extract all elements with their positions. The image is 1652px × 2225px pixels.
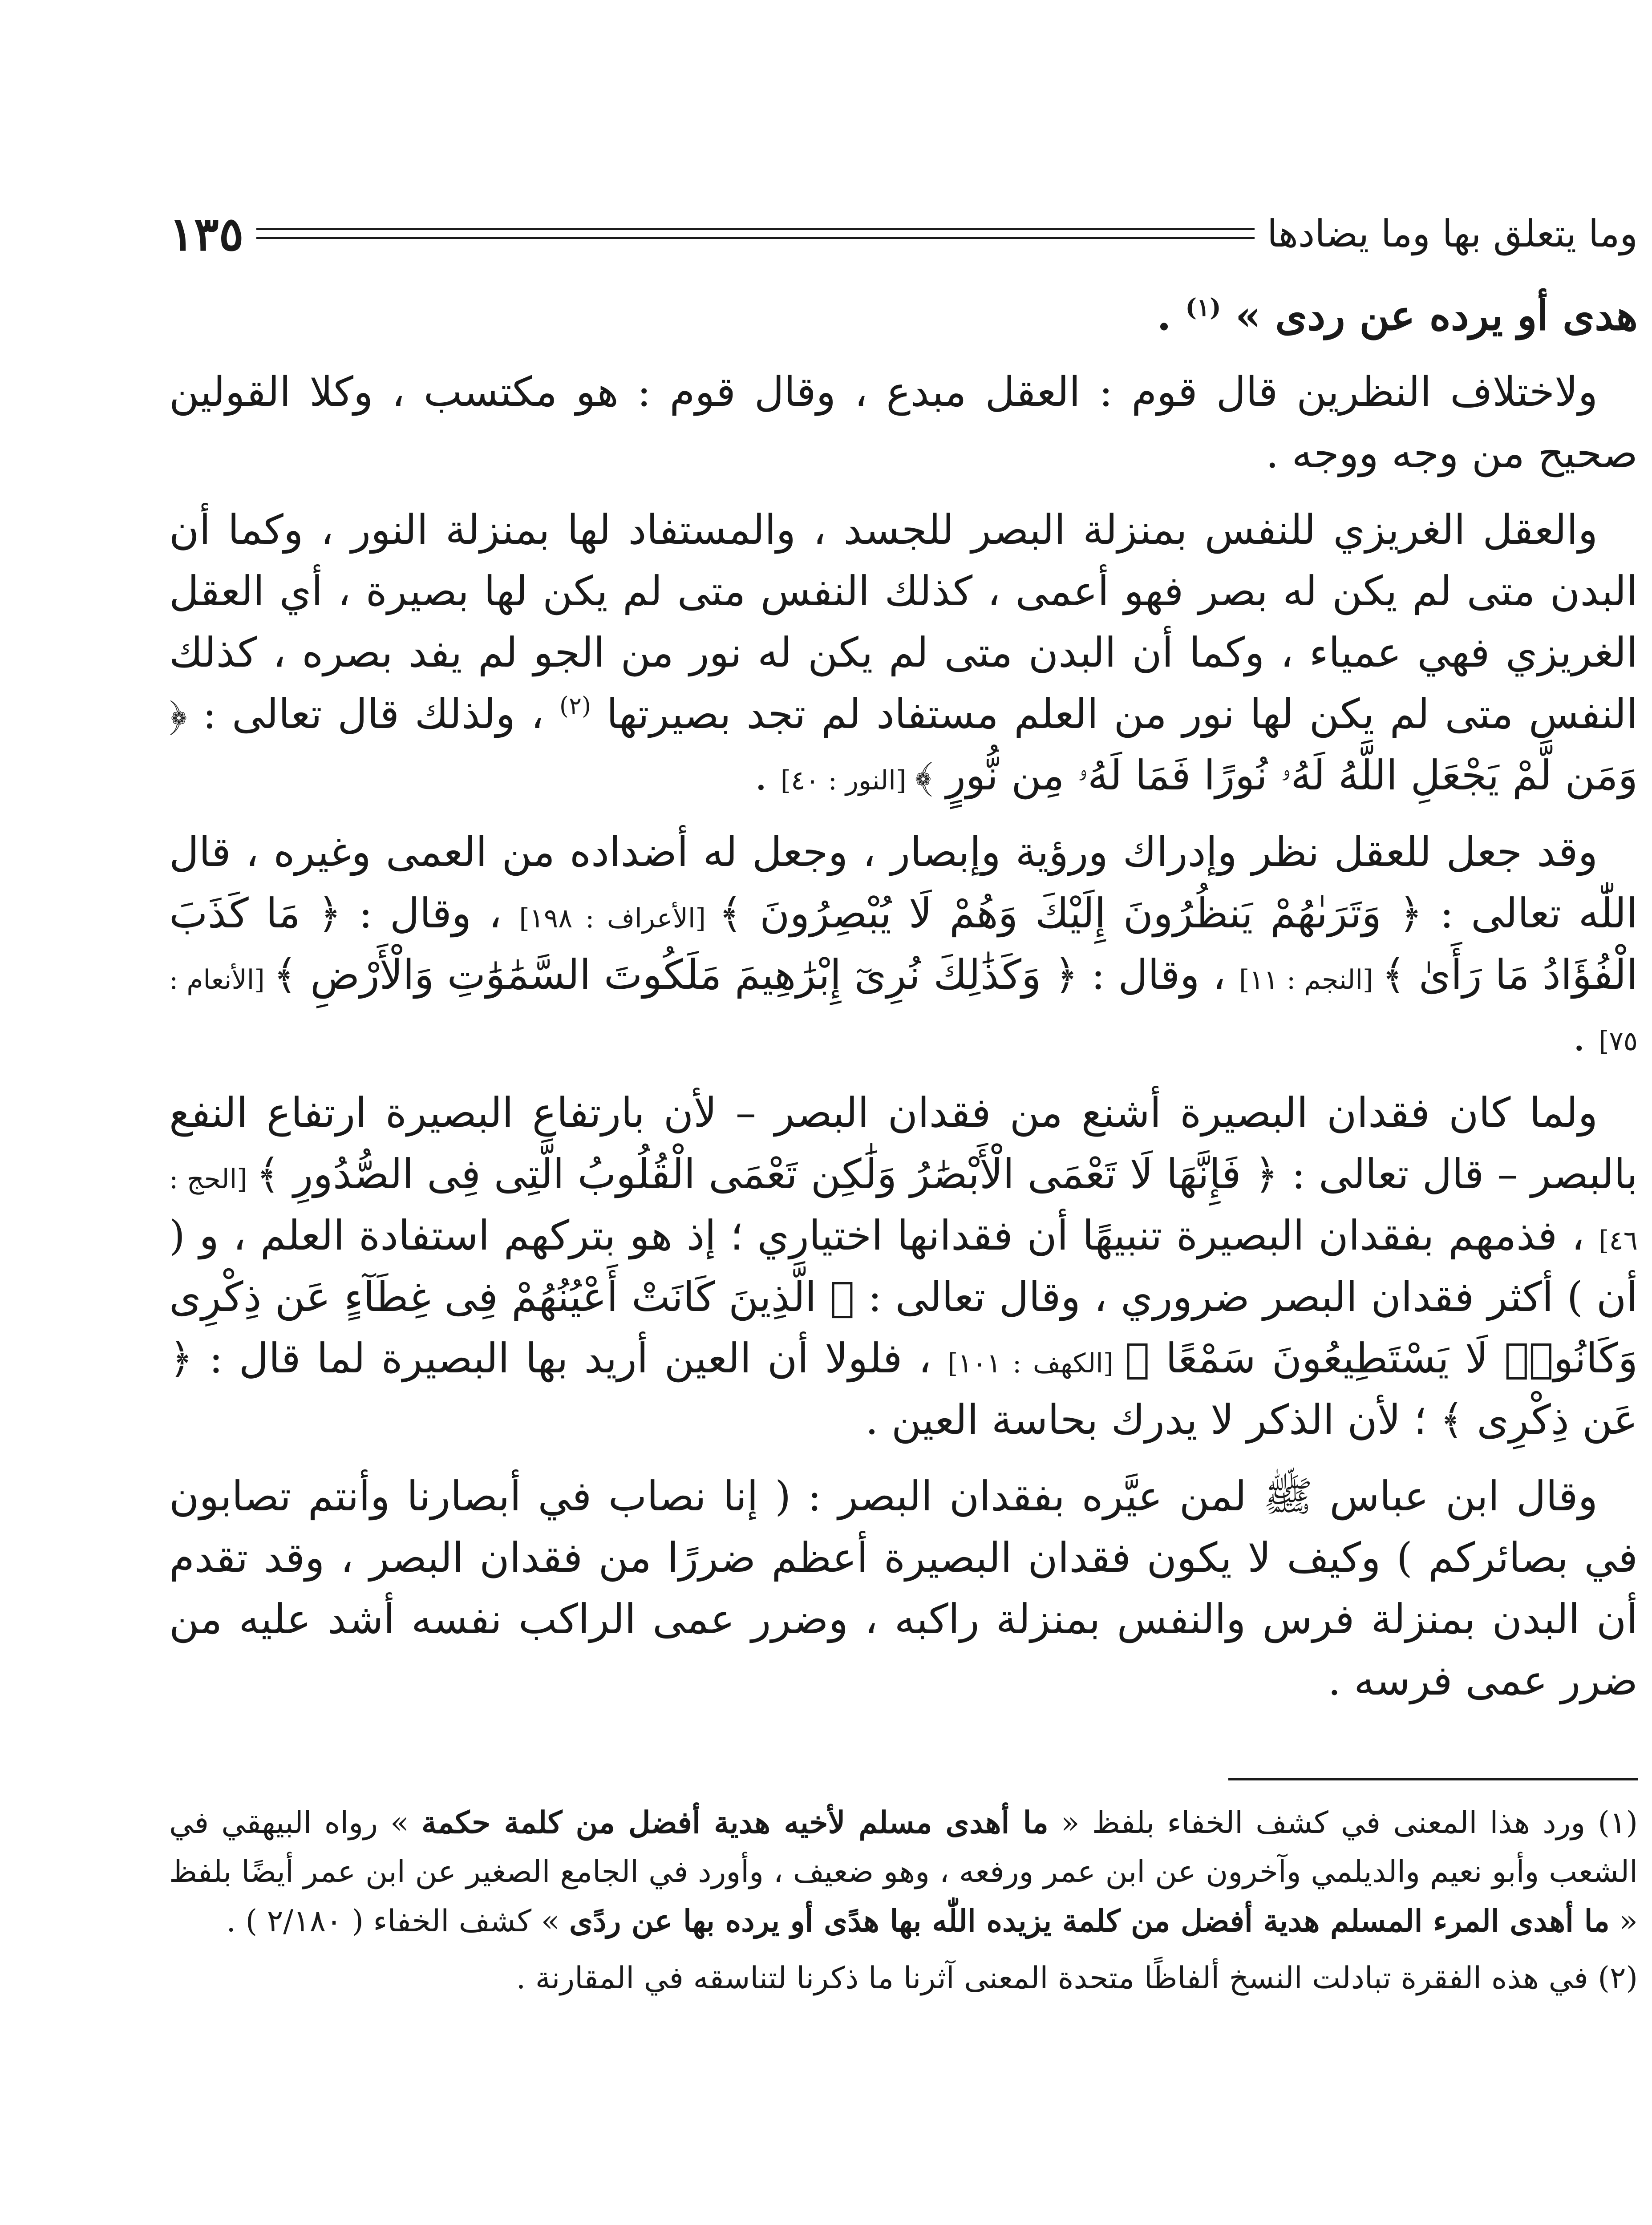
paragraph-text: .	[754, 752, 781, 799]
page-number: ١٣٥	[169, 206, 244, 261]
verse-citation: [الأنعام : ٧٥]	[169, 964, 1638, 1057]
footnote-text: » كشف الخفاء ( ٢/١٨٠ ) .	[226, 1904, 569, 1939]
verse-citation: [النجم : ١١]	[1239, 964, 1382, 995]
paragraph-text: ، فلولا أن العين أريد بها البصيرة لما قال : ﴿ عَن ذِكْرِى ﴾ ؛ لأن الذكر لا يدرك بحاسة العين .	[169, 1335, 1638, 1444]
verse-citation: [الحج : ٤٦]	[169, 1164, 1638, 1256]
body-text	[169, 285, 1638, 1711]
footnote-quote: ما أهدى مسلم لأخيه هدية أفضل من كلمة حكمة	[421, 1805, 1049, 1841]
paragraph-text: وقال ابن عباس ﷺ لمن عيَّره بفقدان البصر : ( إنا نصاب في أبصارنا وأنتم تصابون في بصائركم ) وكيف لا يكون فقدان البصيرة أعظم ضررًا من فقدان البصر ، وقد تقدم أن البدن بمنزلة فرس والنفس بمنزلة راكبه ، وضرر عمى الراكب نفسه أشد عليه من ضرر عمى فرسه .	[169, 1473, 1638, 1704]
paragraph-text: ، ولذلك قال تعالى : ﴿ وَمَن لَّمْ يَجْعَلِ اللَّهُ لَهُۥ نُورًا فَمَا لَهُۥ مِن نُّورٍ ﴾	[169, 690, 1638, 799]
paragraph-text: هدى أو يرده عن ردى »	[1235, 291, 1638, 340]
paragraph	[169, 1466, 1638, 1711]
footnote-text: (١) ورد هذا المعنى في كشف الخفاء بلفظ «	[1048, 1805, 1638, 1841]
paragraph	[169, 361, 1638, 484]
footnote-ref: (١)	[1185, 293, 1221, 322]
paragraph-text: ولما كان فقدان البصيرة أشنع من فقدان البصر – لأن بارتفاع البصيرة ارتفاع النفع بالبصر – قال تعالى : ﴿ فَإِنَّهَا لَا تَعْمَى الْأَبْصَٰرُ وَلَٰكِن تَعْمَى الْقُلُوبُ الَّتِى فِى الصُّدُورِ ﴾	[169, 1089, 1638, 1198]
footnote-ref: (٢)	[559, 692, 591, 720]
paragraph	[169, 499, 1638, 806]
paragraph	[169, 1082, 1638, 1451]
footnote	[169, 1954, 1638, 2003]
paragraph-text: ، وقال : ﴿ مَا كَذَبَ الْفُؤَادُ مَا رَأَىٰ ﴾	[169, 890, 1638, 999]
footnote-text: » رواه البيهقي في الشعب وأبو نعيم والديلمي وآخرون عن ابن عمر ورفعه ، وهو ضعيف ، وأورد في الجامع الصغير عن ابن عمر أيضًا بلفظ «	[169, 1805, 1638, 1939]
running-header	[169, 196, 1638, 271]
paragraph-text: ، فذمهم بفقدان البصيرة تنبيهًا أن فقدانها اختياري ؛ إذ هو بتركهم استفادة العلم ، و ( أن ) أكثر فقدان البصر ضروري ، وقال تعالى : ﴿ الَّذِينَ كَانَتْ أَعْيُنُهُمْ فِى غِطَآءٍ عَن ذِكْرِى وَكَانُوا۟ لَا يَسْتَطِيعُونَ سَمْعًا ﴾	[169, 1212, 1638, 1382]
footnote-quote: ما أهدى المرء المسلم هدية أفضل من كلمة يزيده اللّٰه بها هدًى أو يرده بها عن ردًى	[569, 1903, 1610, 1939]
paragraph-text: والعقل الغريزي للنفس بمنزلة البصر للجسد ، والمستفاد لها بمنزلة النور ، وكما أن البدن متى لم يكن له بصر فهو أعمى ، كذلك النفس متى لم يكن لها بصيرة ، أي العقل الغريزي فهي عمياء ، وكما أن البدن متى لم يكن له نور من الجو لم يفد بصره ، كذلك النفس متى لم يكن لها نور من العلم مستفاد لم تجد بصيرتها	[169, 506, 1638, 738]
footnote-rule	[1228, 1778, 1638, 1780]
footnote-text: (٢) في هذه الفقرة تبادلت النسخ ألفاظًا متحدة المعنى آثرنا ما ذكرنا لتناسقه في المقارنة .	[516, 1961, 1638, 1996]
paragraph	[169, 821, 1638, 1067]
book-page	[169, 196, 1638, 2011]
verse-citation: [الأعراف : ١٩٨]	[519, 903, 719, 934]
running-title: وما يتعلق بها وما يضادها	[1267, 212, 1638, 255]
paragraph-text: وقد جعل للعقل نظر وإدراك ورؤية وإبصار ، وجعل له أضداده من العمى وغيره ، قال اللّٰه تعالى : ﴿ وَتَرَىٰهُمْ يَنظُرُونَ إِلَيْكَ وَهُمْ لَا يُبْصِرُونَ ﴾	[169, 828, 1638, 937]
paragraph-text: .	[1572, 1012, 1599, 1060]
footnotes	[169, 1798, 1638, 2003]
paragraph-text: ، وقال : ﴿ وَكَذَٰلِكَ نُرِىٓ إِبْرَٰهِيمَ مَلَكُوتَ السَّمَٰوَٰتِ وَالْأَرْضِ ﴾	[273, 951, 1239, 999]
header-rule	[256, 228, 1255, 239]
verse-citation: [الكهف : ١٠١]	[947, 1348, 1125, 1379]
paragraph-text: .	[1157, 291, 1186, 340]
paragraph-continuation	[169, 285, 1638, 346]
paragraph-text: ولاختلاف النظرين قال قوم : العقل مبدع ، وقال قوم : هو مكتسب ، وكلا القولين صحيح من وجه ووجه .	[169, 368, 1638, 477]
footnote	[169, 1798, 1638, 1946]
verse-citation: [النور : ٤٠]	[780, 765, 915, 796]
